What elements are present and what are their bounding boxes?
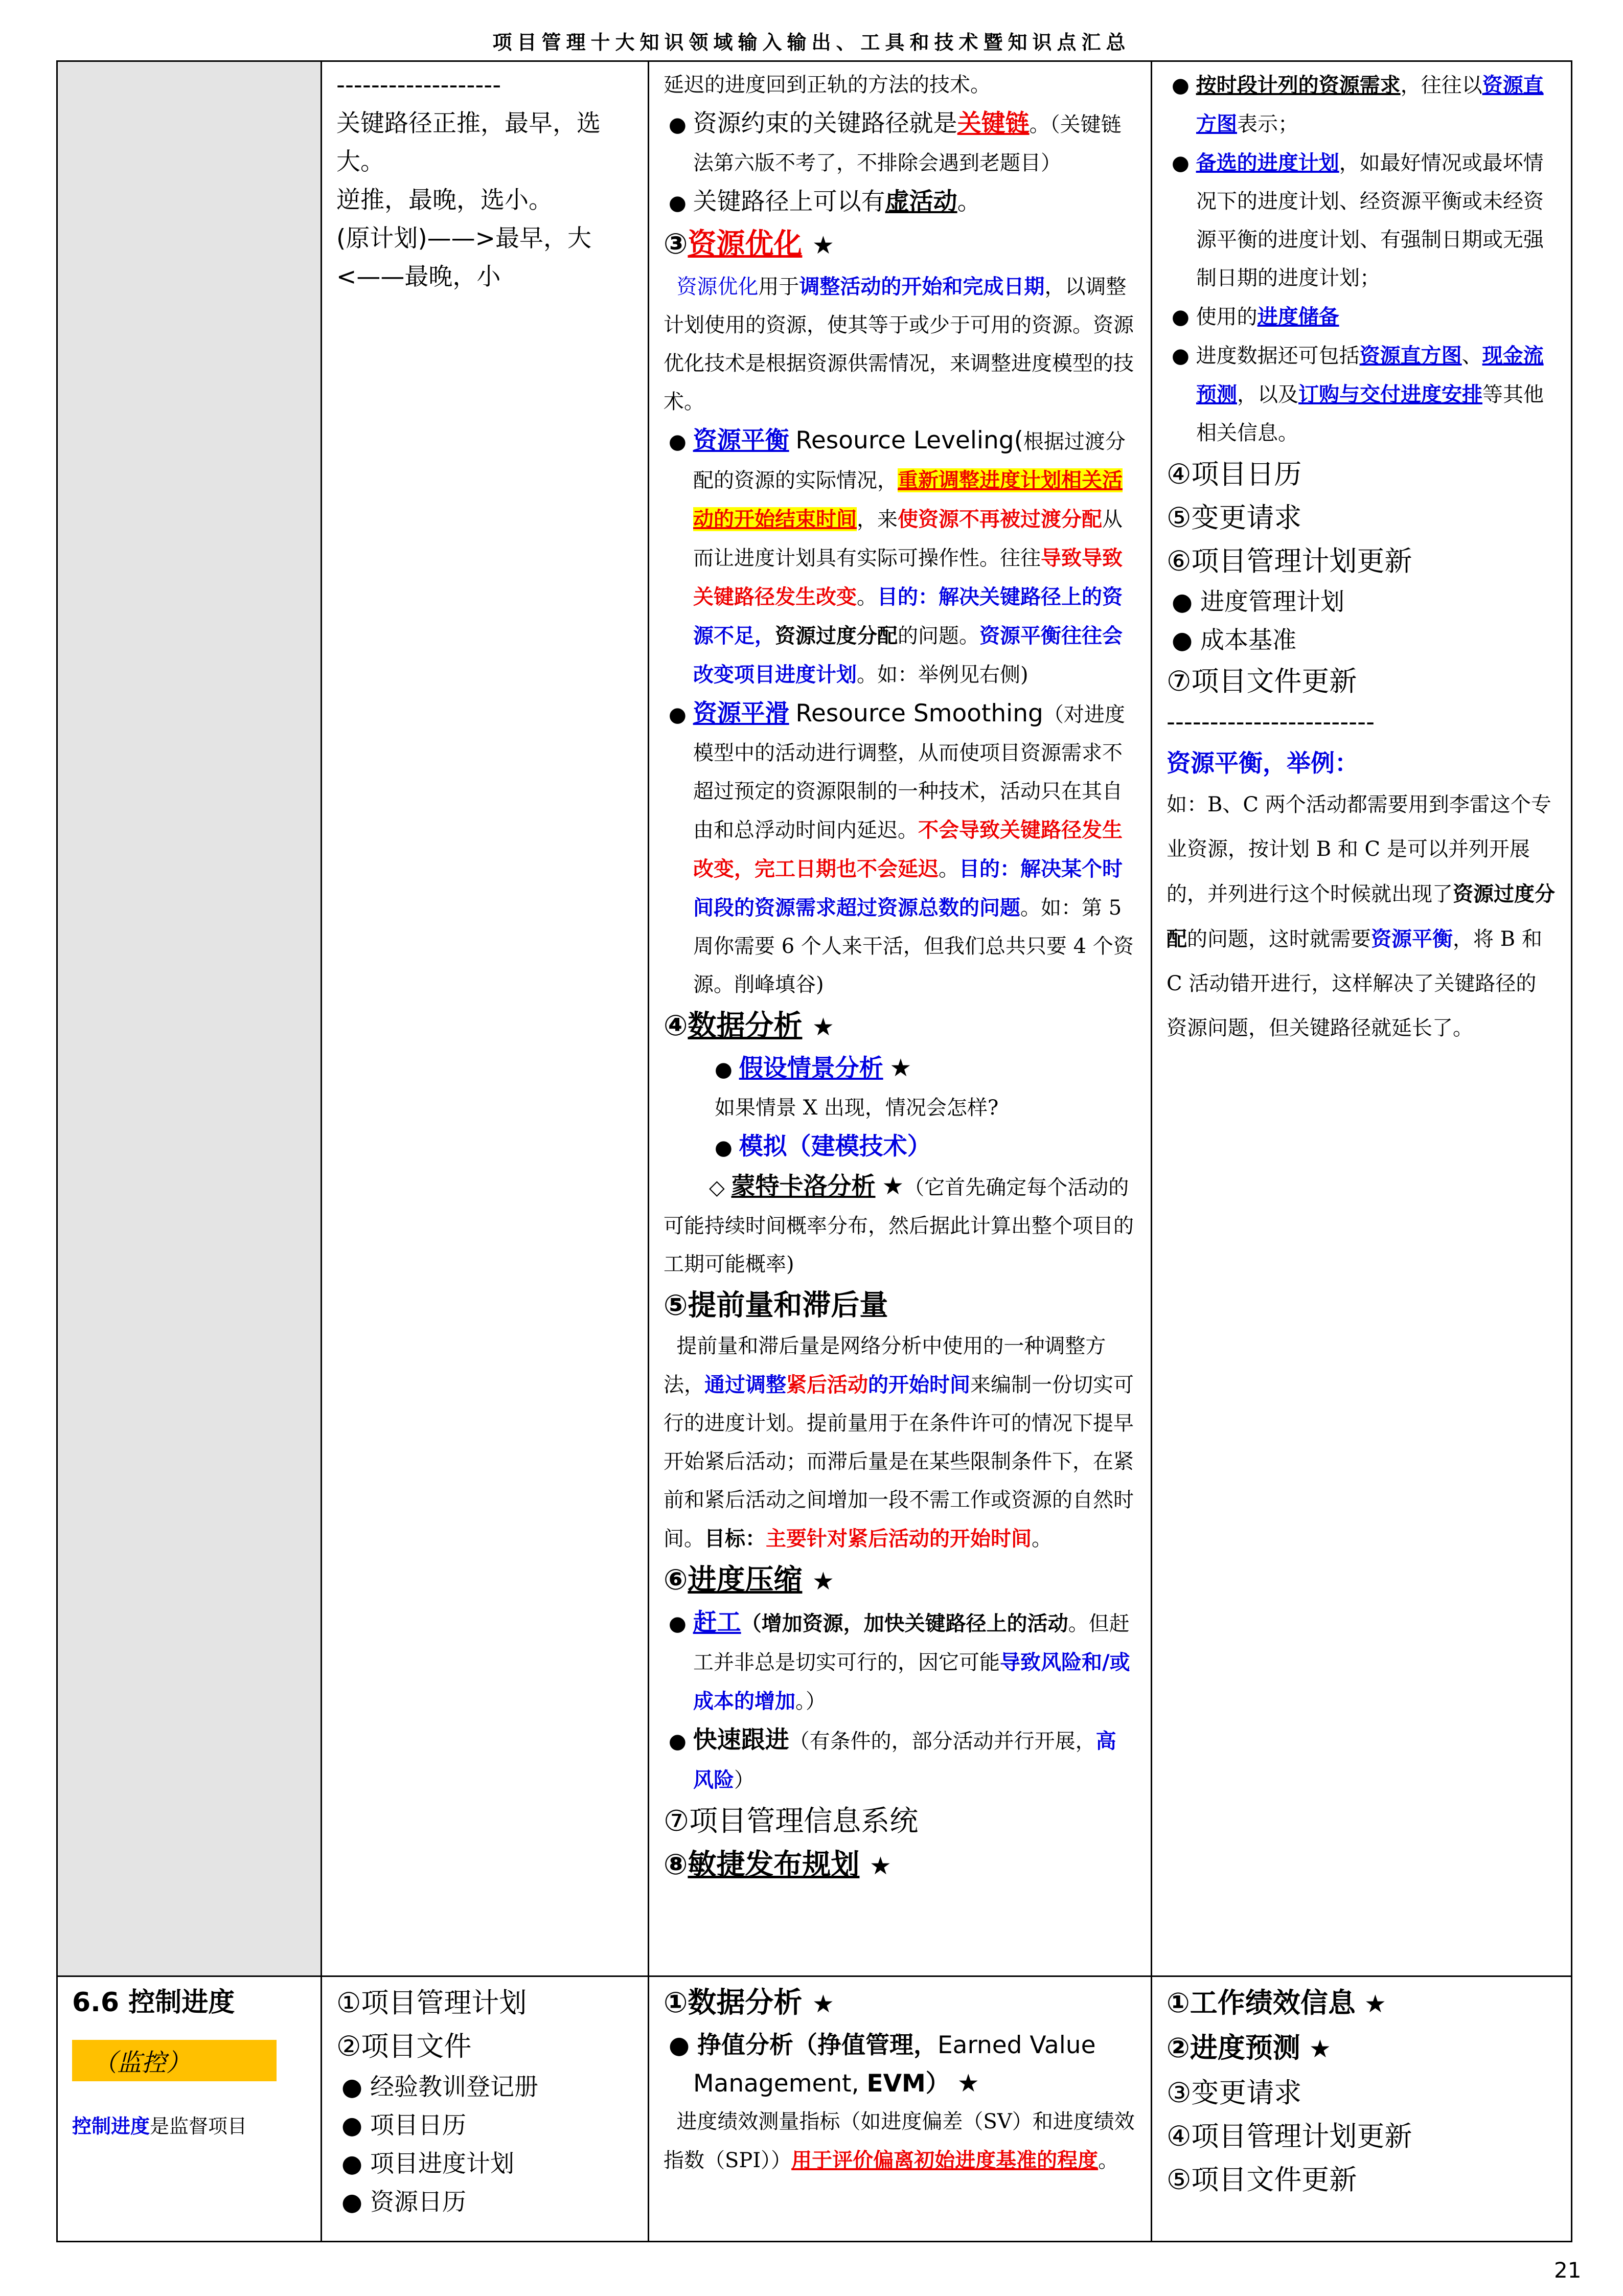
section-heading: ⑦项目管理信息系统 [664, 1805, 919, 1838]
list-item: ● 进度数据还可包括资源直方图、现金流预测，以及订购与交付进度安排等其他相关信息。 [1172, 344, 1544, 445]
output-item: ③变更请求 [1167, 2077, 1302, 2109]
section-heading: ⑥进度压缩 ★ [664, 1563, 834, 1597]
list-item: ● 项目日历 [341, 2111, 466, 2140]
process-description: 控制进度是监督项目 [72, 2115, 247, 2138]
outputs-cell [1152, 61, 1572, 1976]
list-item: ● 成本基准 [1172, 626, 1296, 654]
section-heading: ④数据分析 ★ [664, 1009, 834, 1042]
table-row [57, 1976, 1572, 2242]
outputs-cell [1152, 1976, 1572, 2242]
tools-cell [649, 61, 1152, 1976]
text-line: <——最晚，小 [336, 263, 501, 291]
list-item: ● 快速跟进（有条件的，部分活动并行开展，高风险） [669, 1726, 1116, 1792]
section-heading: ①数据分析 ★ [664, 1986, 834, 2019]
output-item: ④项目日历 [1167, 458, 1302, 490]
list-item: ● 资源约束的关键路径就是关键链。（关键链法第六版不考了，不排除会遇到老题目） [669, 109, 1122, 175]
output-item: ⑦项目文件更新 [1167, 665, 1357, 697]
input-item: ①项目管理计划 [336, 1987, 527, 2019]
output-item: ⑤变更请求 [1167, 502, 1302, 534]
list-item: ● 进度管理计划 [1172, 588, 1344, 616]
output-item: ④项目管理计划更新 [1167, 2120, 1412, 2152]
inputs-cell [322, 1976, 649, 2242]
section-heading: ⑤提前量和滞后量 [664, 1289, 888, 1322]
list-item: ● 经验教训登记册 [341, 2073, 538, 2101]
text-line: (原计划)——>最早，大 [336, 224, 592, 253]
tools-cell [649, 1976, 1152, 2242]
list-item: ● 模拟（建模技术） [715, 1132, 931, 1161]
process-cell [57, 61, 322, 1976]
paragraph: 进度绩效测量指标（如进度偏差（SV）和进度绩效指数（SPI））用于评价偏离初始进度基准的程度。 [664, 2110, 1135, 2172]
star-icon: ★ [812, 1990, 834, 2018]
star-icon: ★ [889, 1054, 912, 1082]
sub-list-item: ◇ 蒙特卡洛分析 ★（它首先确定每个活动的可能持续时间概率分布，然后据此计算出整个项目的工期可能概率) [664, 1172, 1134, 1276]
output-item: ②进度预测 ★ [1167, 2032, 1331, 2064]
list-item: ● 备选的进度计划，如最好情况或最坏情况下的进度计划、经资源平衡或未经资源平衡的进度计划、有强制日期或无强制日期的进度计划； [1172, 151, 1544, 290]
list-item: ● 假设情景分析 ★ [715, 1054, 912, 1082]
list-item: ● 资源日历 [341, 2188, 466, 2216]
output-item: ⑥项目管理计划更新 [1167, 545, 1412, 577]
list-item: ● 资源平滑 Resource Smoothing（对进度模型中的活动进行调整，从而使项目资源需求不超过预定的资源限制的一种技术，活动只在其自由和总浮动时间内延迟。不会导致关键路径发生改变，完工日期也不会延迟。目的：解决某个时间段的资源需求超过资源总数的问题。如：第 5 周你需要 6 个人来干活，但我们总共只要 4 个资源。削峰填谷) [669, 699, 1134, 996]
output-item: ⑤项目文件更新 [1167, 2164, 1357, 2196]
list-item: ● 挣值分析（挣值管理，Earned Value Management, EVM） ★ [669, 2031, 1096, 2098]
process-title: 6.6 控制进度 [72, 1987, 235, 2018]
table-row [57, 61, 1572, 1976]
section-heading: ⑧敏捷发布规划 ★ [664, 1848, 891, 1881]
example-title: 资源平衡，举例： [1167, 749, 1359, 778]
input-item: ②项目文件 [336, 2030, 472, 2062]
inputs-cell [322, 61, 649, 1976]
paragraph: 如：B、C 两个活动都需要用到李雷这个专业资源，按计划 B 和 C 是可以并列开展的，并列进行这个时候就出现了资源过度分配的问题，这时就需要资源平衡，将 B 和 C 活动错开进行，这样解决了关键路径的资源问题，但关键路径就延长了。 [1167, 793, 1555, 1040]
star-icon: ★ [812, 231, 834, 260]
knowledge-table [56, 60, 1572, 2242]
process-cell [57, 1976, 322, 2242]
output-item: ①工作绩效信息 ★ [1167, 1987, 1386, 2019]
dash-line: ------------------- [336, 71, 501, 99]
page-number: 21 [1554, 2258, 1582, 2283]
text-line: 逆推，最晚，选小。 [336, 186, 553, 214]
process-group-badge: （监控） [72, 2040, 277, 2081]
paragraph: 如果情景 X 出现，情况会怎样? [715, 1096, 999, 1120]
paragraph: 资源优化用于调整活动的开始和完成日期，以调整计划使用的资源，使其等于或少于可用的资源。资源优化技术是根据资源供需情况，来调整进度模型的技术。 [664, 275, 1134, 414]
star-icon: ★ [812, 1013, 834, 1041]
section-heading: ③资源优化 ★ [664, 228, 834, 261]
star-icon: ★ [957, 2069, 979, 2098]
list-item: ● 使用的进度储备 [1172, 305, 1339, 329]
star-icon: ★ [882, 1172, 904, 1200]
list-item: ● 资源平衡 Resource Leveling(根据过渡分配的资源的实际情况，重新调整进度计划相关活动的开始结束时间，来使资源不再被过渡分配从而让进度计划具有实际可操作性。往往导致导致关键路径发生改变。目的：解决关键路径上的资源不足，资源过度分配的问题。资源平衡往往会改变项目进度计划。如：举例见右侧) [669, 426, 1126, 687]
star-icon: ★ [869, 1852, 891, 1880]
page-header: 项目管理十大知识领域输入输出、工具和技术暨知识点汇总 [492, 31, 1131, 54]
star-icon: ★ [812, 1567, 834, 1596]
list-item: ● 赶工（增加资源，加快关键路径上的活动。但赶工并非总是切实可行的，因它可能导致风险和/或成本的增加。） [669, 1608, 1130, 1713]
list-item: ● 按时段计列的资源需求，往往以资源直方图表示； [1172, 73, 1544, 136]
text-line: 关键路径正推，最早，选大。 [336, 109, 601, 176]
paragraph: 延迟的进度回到正轨的方法的技术。 [664, 73, 991, 97]
paragraph: 提前量和滞后量是网络分析中使用的一种调整方法，通过调整紧后活动的开始时间来编制一份切实可行的进度计划。提前量用于在条件许可的情况下提早开始紧后活动；而滞后量是在某些限制条件下，在紧前和紧后活动之间增加一段不需工作或资源的自然时间。目标：主要针对紧后活动的开始时间。 [664, 1334, 1134, 1551]
star-icon: ★ [1309, 2035, 1331, 2063]
dash-line: ------------------------ [1167, 708, 1375, 736]
list-item: ● 项目进度计划 [341, 2150, 514, 2178]
star-icon: ★ [1364, 1990, 1386, 2018]
list-item: ● 关键路径上可以有虚活动。 [669, 188, 981, 216]
